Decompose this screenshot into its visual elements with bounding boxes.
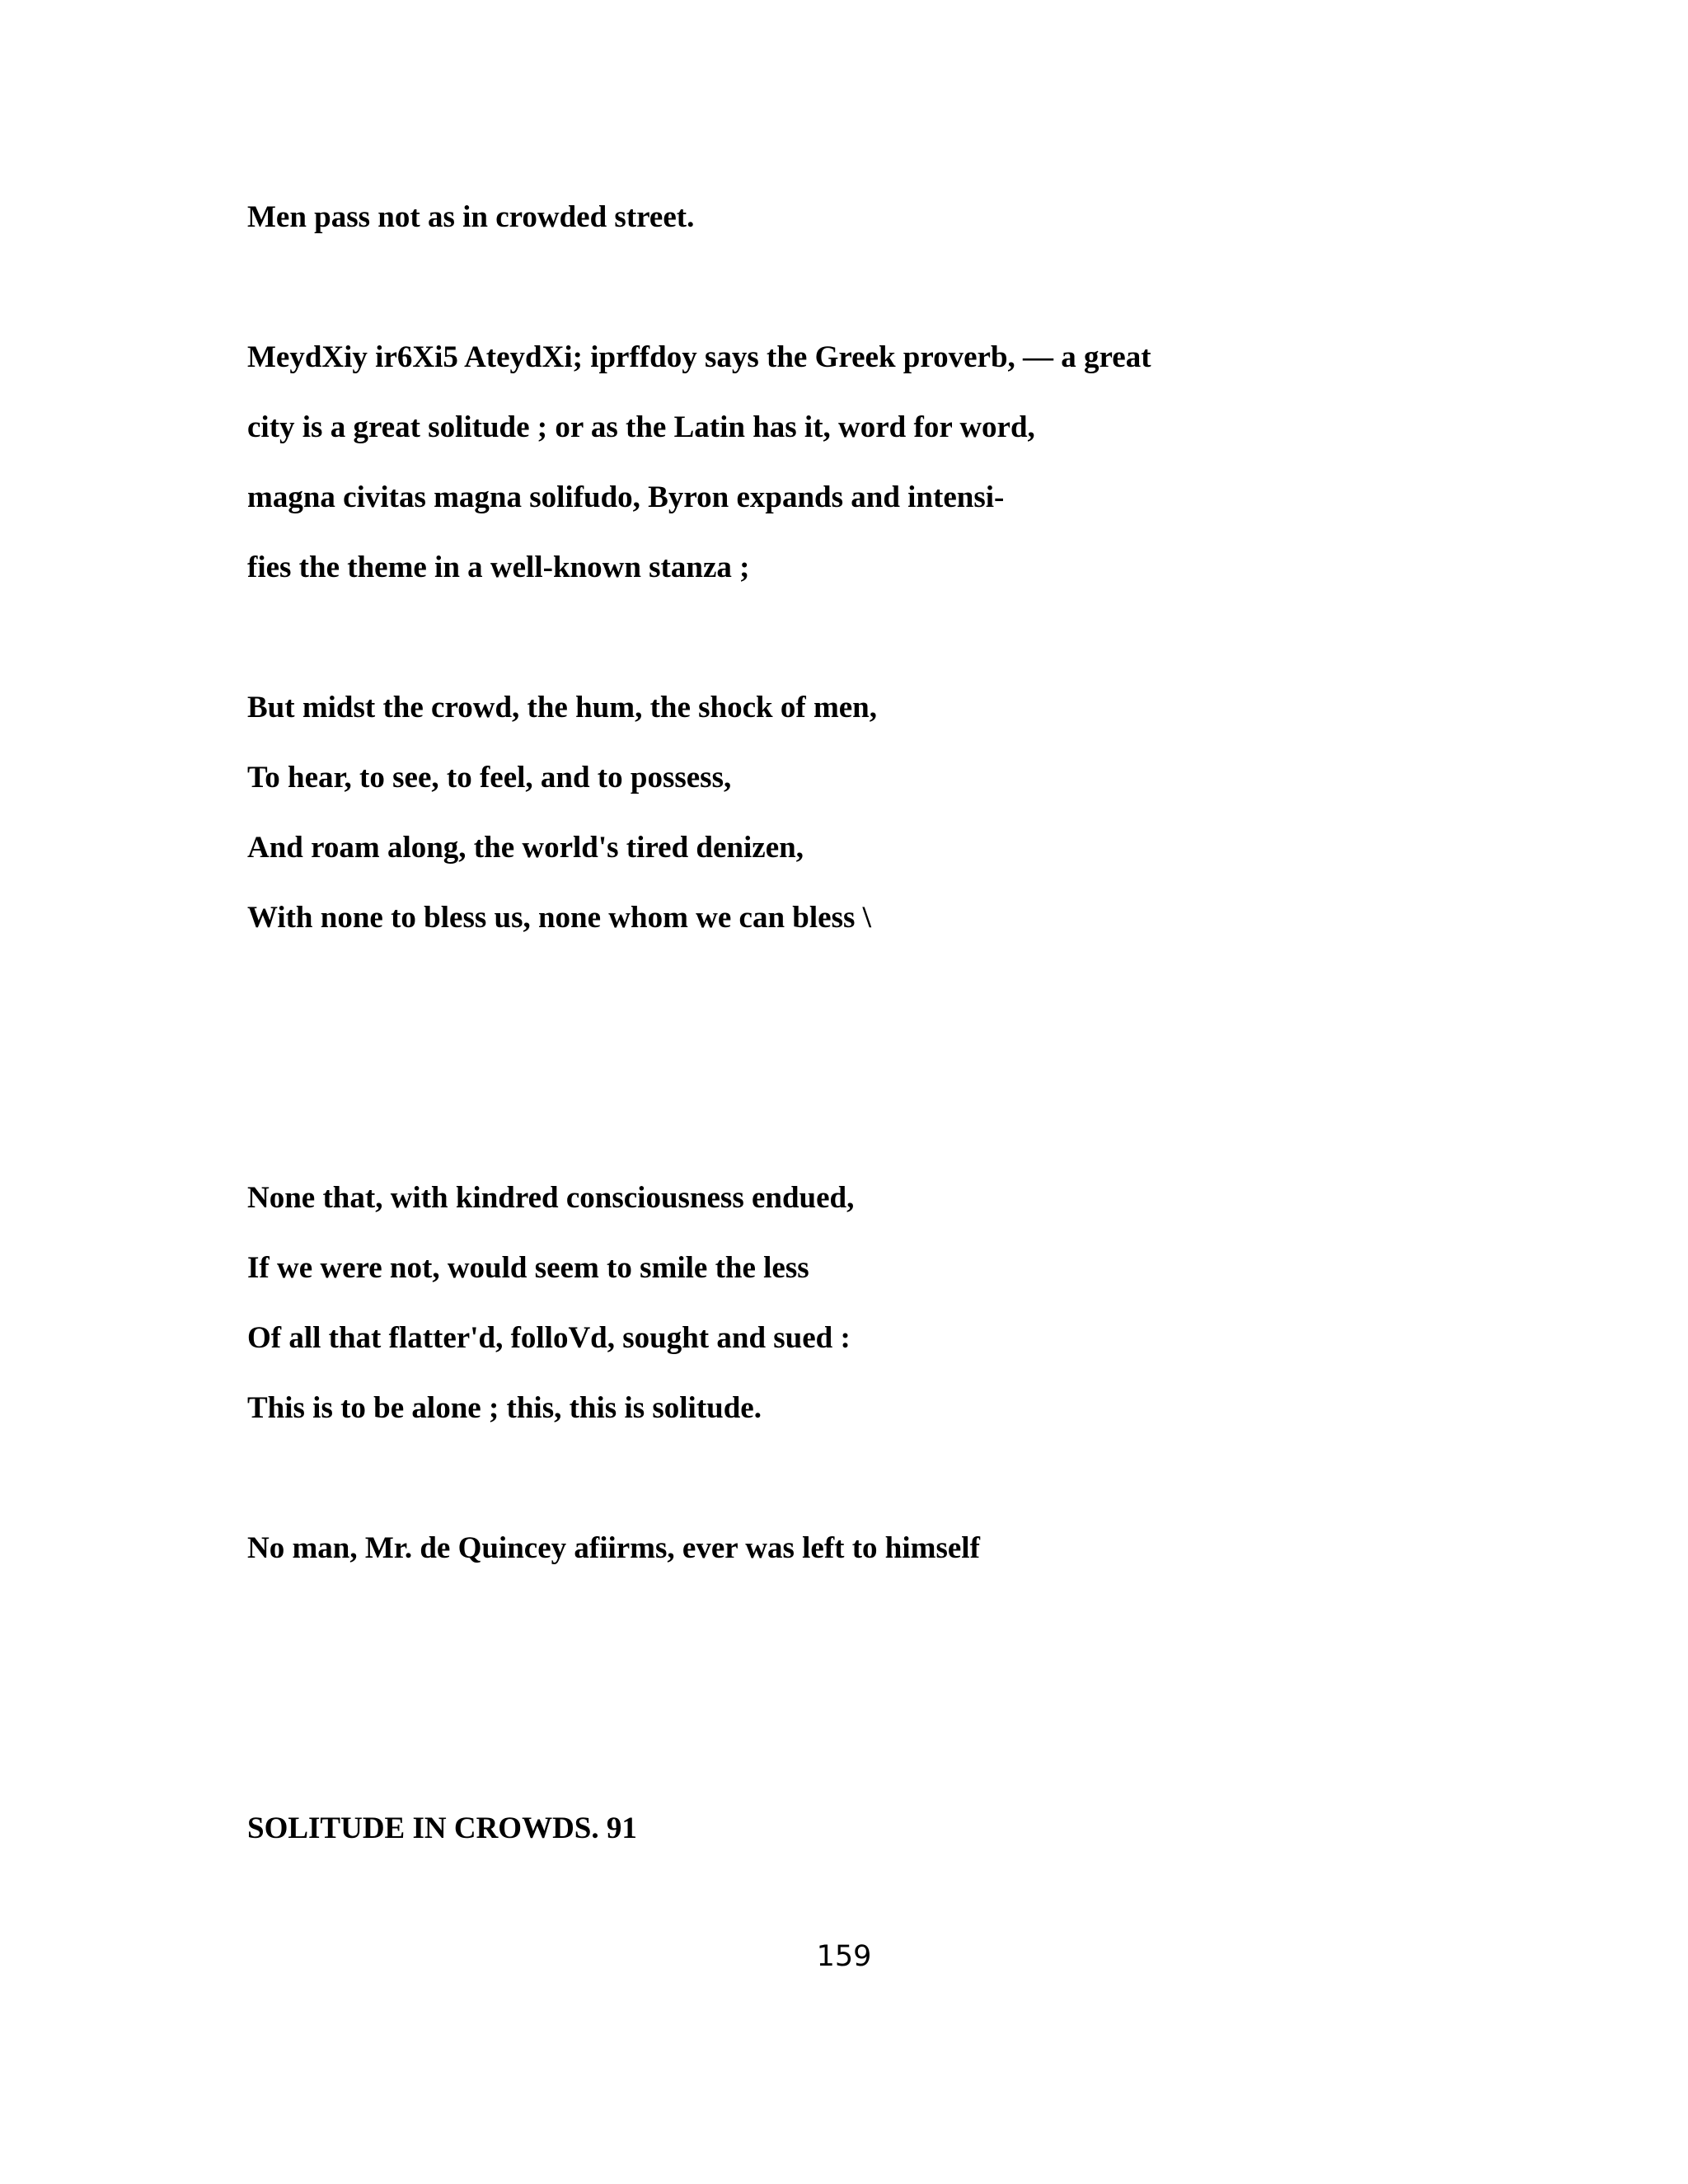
text-line: fies the theme in a well-known stanza ;: [247, 551, 750, 584]
page-number: 159: [816, 1940, 872, 1973]
verse-line: But midst the crowd, the hum, the shock of men,: [247, 691, 878, 724]
running-header: SOLITUDE IN CROWDS. 91: [247, 1811, 637, 1845]
verse-line: Of all that flatter'd, folloVd, sought and sued :: [247, 1321, 851, 1355]
text-line: MeydXiy ir6Xi5 AteydXi; iprffdoy says the Greek proverb, — a great: [247, 340, 1151, 374]
verse-line: With none to bless us, none whom we can bless \: [247, 901, 871, 935]
text-line: magna civitas magna solifudo, Byron expands and intensi-: [247, 480, 1005, 514]
text-line: No man, Mr. de Quincey afiirms, ever was left to himself: [247, 1531, 980, 1565]
verse-line: To hear, to see, to feel, and to possess,: [247, 761, 732, 794]
text-line: Men pass not as in crowded street.: [247, 200, 695, 234]
verse-line: If we were not, would seem to smile the less: [247, 1251, 809, 1285]
verse-line: And roam along, the world's tired denizen,: [247, 831, 804, 865]
verse-line: None that, with kindred consciousness endued,: [247, 1181, 855, 1215]
text-line: city is a great solitude ; or as the Latin has it, word for word,: [247, 410, 1035, 444]
verse-line: This is to be alone ; this, this is solitude.: [247, 1391, 762, 1425]
